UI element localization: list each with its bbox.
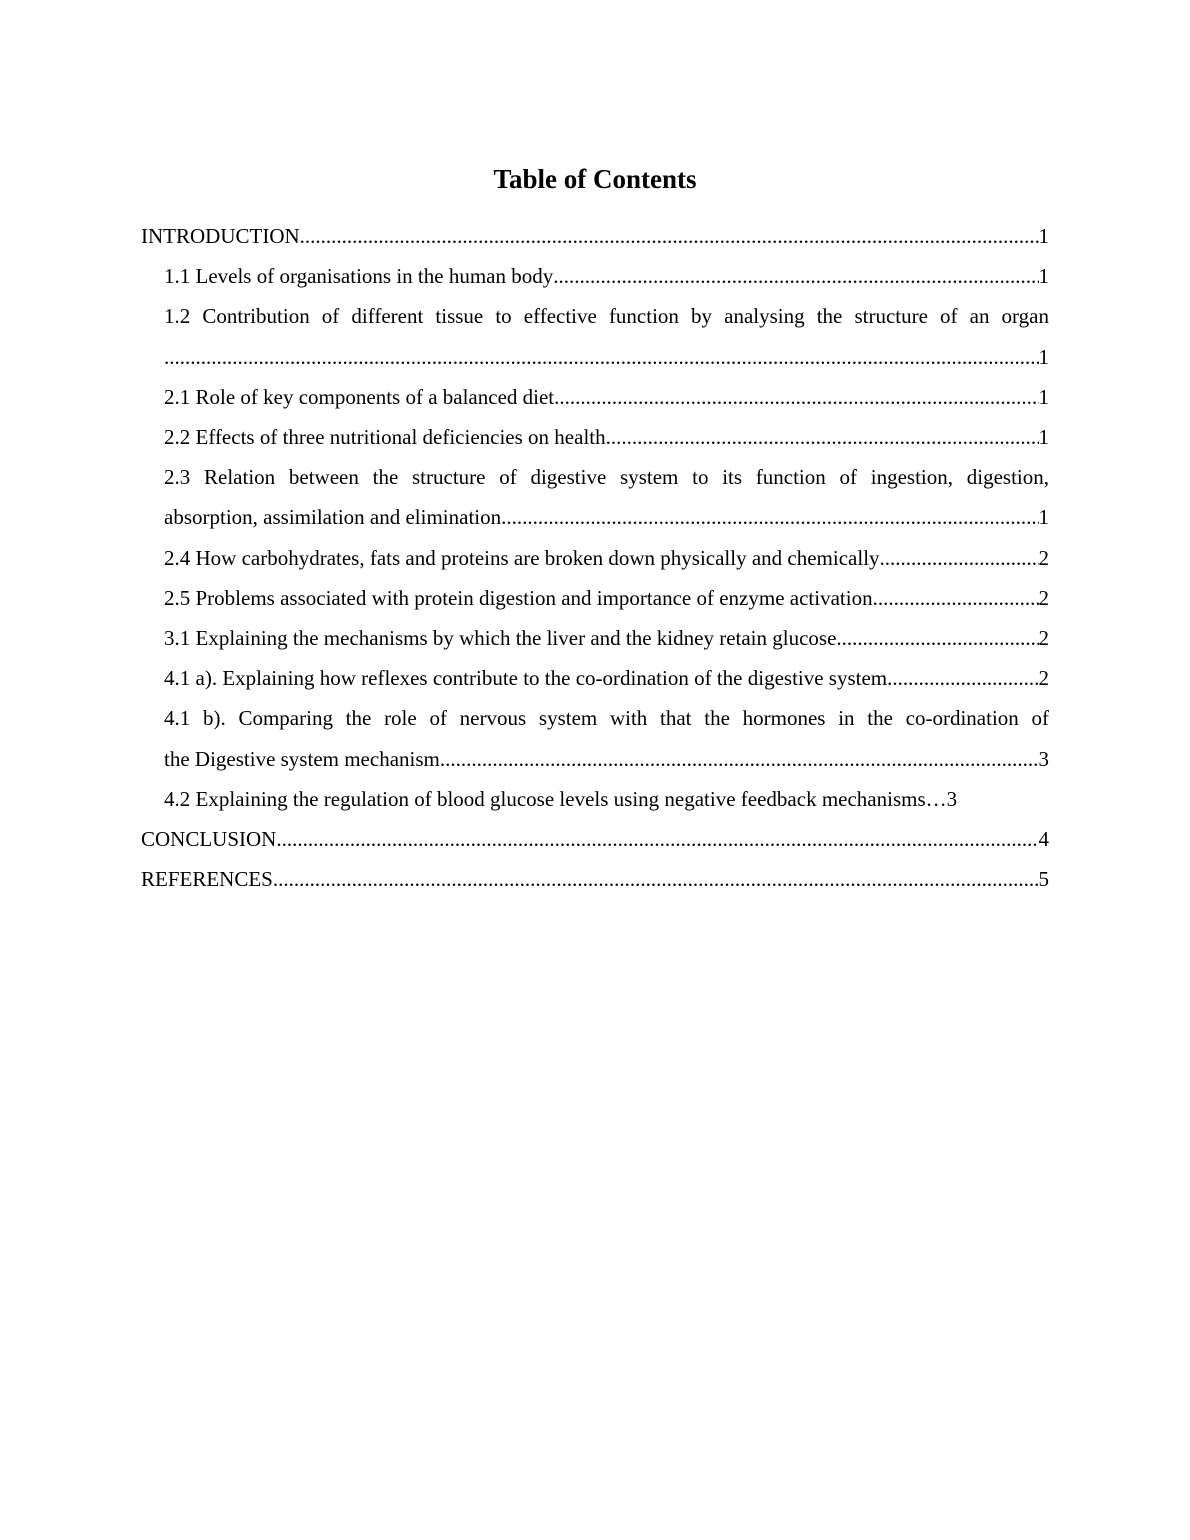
- toc-entry-text: 2.5 Problems associated with protein digestion and importance of enzyme activation: [164, 585, 873, 610]
- toc-page-number: 2: [1038, 666, 1049, 691]
- toc-entry-line: [141, 216, 1049, 256]
- toc-entry[interactable]: [141, 377, 1049, 417]
- toc-leader-dots: [554, 377, 1038, 417]
- toc-entry-text: 1.1 Levels of organisations in the human body: [164, 264, 554, 289]
- toc-leader-dots: [887, 658, 1038, 698]
- toc-entry-text: REFERENCES: [141, 867, 273, 892]
- toc-leader-dots: [300, 216, 1039, 256]
- toc-entry-text: 2.4 How carbohydrates, fats and proteins are broken down physically and chemically: [164, 545, 880, 570]
- toc-page-number: 2: [1038, 545, 1049, 570]
- toc-entry-text: 4.2 Explaining the regulation of blood glucose levels using negative feedback mechanisms…: [164, 786, 947, 811]
- toc-entry[interactable]: [141, 457, 1049, 537]
- toc-entry[interactable]: [141, 538, 1049, 578]
- toc-entry-line: [164, 618, 1049, 658]
- toc-entry-line: [141, 819, 1049, 859]
- toc-leader-dots: [836, 618, 1038, 658]
- toc-entry-line: [164, 658, 1049, 698]
- toc-leader-dots: [873, 578, 1039, 618]
- toc-page-number: 5: [1038, 867, 1049, 892]
- toc-leader-dots: [164, 337, 1039, 377]
- toc-entry-text-first-line: 2.3 Relation between the structure of digestive system to its function of ingestion, digestion,: [164, 465, 1049, 490]
- toc-leader-dots: [553, 256, 1038, 296]
- toc-leader-dots: [880, 538, 1039, 578]
- toc-entry[interactable]: [141, 698, 1049, 778]
- toc-entry-text: 4.1 a). Explaining how reflexes contribute to the co-ordination of the digestive system: [164, 666, 888, 691]
- toc-entry-text: CONCLUSION: [141, 827, 277, 852]
- toc-leader-dots: [606, 417, 1039, 457]
- toc-entry-line: [164, 377, 1049, 417]
- toc-page-number: 1: [1038, 505, 1049, 530]
- toc-leader-dots: [501, 497, 1038, 537]
- toc-entry[interactable]: [141, 296, 1049, 376]
- toc-entry[interactable]: [141, 779, 1049, 819]
- toc-entry[interactable]: [141, 859, 1049, 899]
- toc-entry-line: [164, 779, 1049, 819]
- toc-leader-dots: [276, 819, 1038, 859]
- toc-entry-line: [164, 497, 1049, 537]
- toc-title: Table of Contents: [493, 164, 697, 194]
- toc-entry-text: 2.1 Role of key components of a balanced diet: [164, 384, 555, 409]
- toc-entry[interactable]: [141, 216, 1049, 256]
- toc-entry-text: 3.1 Explaining the mechanisms by which the liver and the kidney retain glucose: [164, 626, 837, 651]
- toc-entry[interactable]: [141, 658, 1049, 698]
- toc-page-number: 2: [1038, 626, 1049, 651]
- toc-page-number: 3: [1038, 746, 1049, 771]
- toc-entry-line: [164, 578, 1049, 618]
- toc-entry-text: absorption, assimilation and elimination: [164, 505, 502, 530]
- toc-entry-text: the Digestive system mechanism: [164, 746, 440, 771]
- toc-page-number: 1: [1038, 264, 1049, 289]
- toc-page-number: 2: [1038, 585, 1049, 610]
- toc-entry-line: [164, 538, 1049, 578]
- toc-entry-line: [164, 739, 1049, 779]
- toc-entry-text-first-line: 4.1 b). Comparing the role of nervous system with that the hormones in the co-ordination of: [164, 706, 1049, 731]
- toc-page-number: 4: [1038, 827, 1049, 852]
- toc-entry[interactable]: [141, 819, 1049, 859]
- toc-page-number: 1: [1038, 344, 1049, 369]
- table-of-contents: [141, 216, 1049, 899]
- toc-entry[interactable]: [141, 618, 1049, 658]
- toc-entry-text-first-line: 1.2 Contribution of different tissue to effective function by analysing the structure of an organ: [164, 304, 1049, 329]
- toc-page-number: 1: [1038, 224, 1049, 248]
- toc-entry[interactable]: [141, 578, 1049, 618]
- toc-entry-text: 2.2 Effects of three nutritional deficiencies on health: [164, 425, 606, 450]
- toc-entry[interactable]: [141, 256, 1049, 296]
- toc-page-number: 1: [1038, 384, 1049, 409]
- toc-page-number: 3: [946, 786, 958, 811]
- toc-entry-line: [141, 859, 1049, 899]
- toc-leader-dots: [273, 859, 1039, 899]
- toc-entry-line: [164, 337, 1049, 377]
- toc-entry-text: INTRODUCTION: [141, 224, 300, 248]
- toc-entry-line: [164, 417, 1049, 457]
- toc-entry[interactable]: [141, 417, 1049, 457]
- toc-leader-dots: [440, 739, 1039, 779]
- toc-entry-line: [164, 256, 1049, 296]
- toc-page-number: 1: [1038, 425, 1049, 450]
